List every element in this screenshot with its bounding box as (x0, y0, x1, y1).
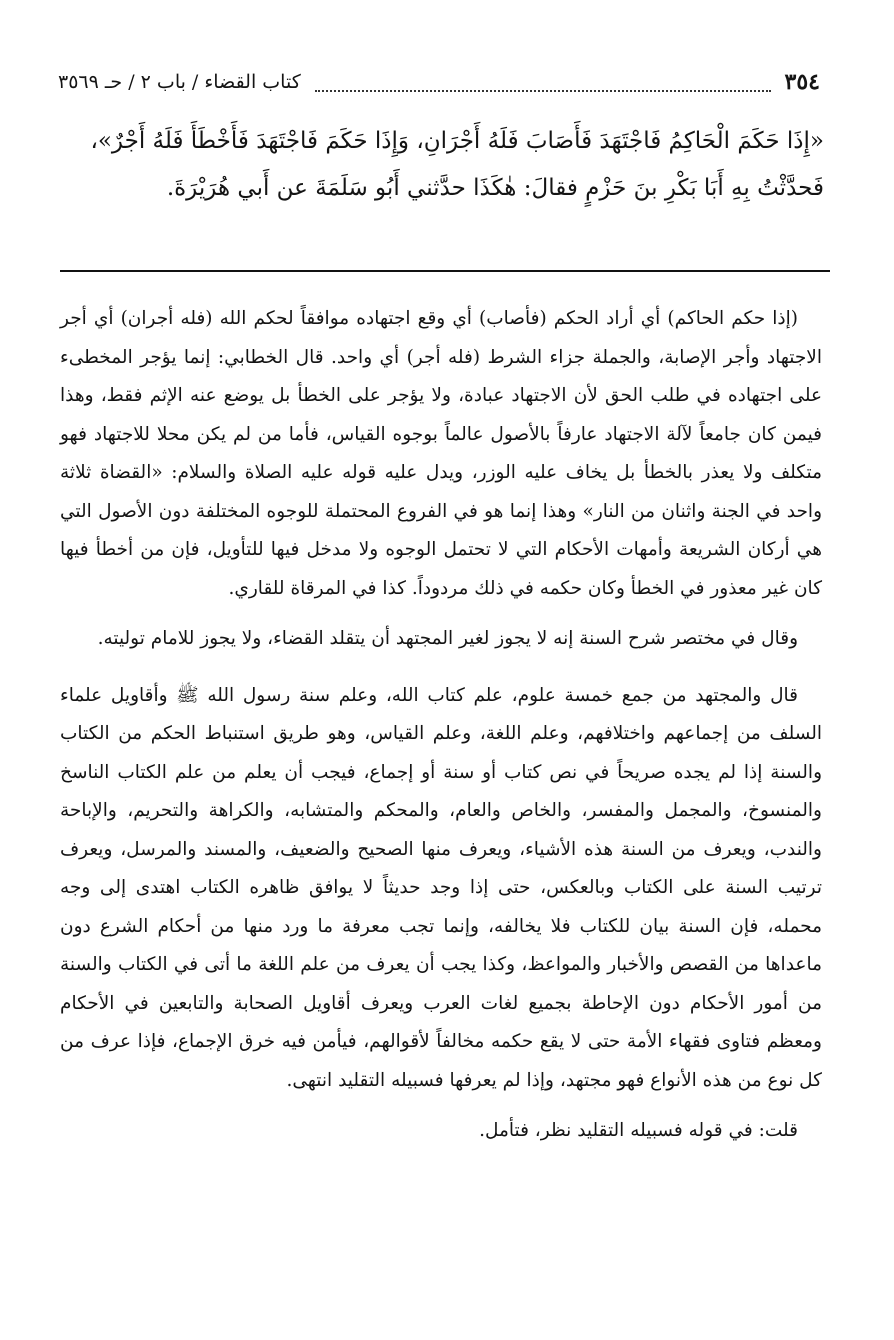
commentary-paragraph-1: (إذا حكم الحاكم) أي أراد الحكم (فأصاب) أي وقع اجتهاده موافقاً لحكم الله (فله أجران) أي أجر الاجتهاد وأجر الإصابة، والجملة جزاء الشرط (فله أجر) أي واحد. قال الخطابي: إنما يؤجر المخطىء على اجتهاده في طلب الحق لأن الاجتهاد عبادة، ولا يؤجر على الخطأ بل يوضع عنه الإثم فقط، وهذا فيمن كان جامعاً لآلة الاجتهاد عارفاً بالأصول عالماً بوجوه القياس، فأما من لم يكن محلا للاجتهاد فهو متكلف ولا يعذر بالخطأ بل يخاف عليه الوزر، ويدل عليه قوله عليه الصلاة والسلام: «القضاة ثلاثة واحد في الجنة واثنان من النار» وهذا إنما هو في الفروع المحتملة للوجوه المختلفة دون الأصول التي هي أركان الشريعة وأمهات الأحكام التي لا تحتمل الوجوه ولا مدخل فيها للتأويل، فإن من أخطأ فيها كان غير معذور في الخطأ وكان حكمه في ذلك مردوداً. كذا في المرقاة للقاري. (60, 308, 822, 599)
hadith-text (60, 118, 824, 212)
page-number: ٣٥٤ (784, 69, 820, 95)
separator-rule (60, 270, 830, 272)
hadith-line-1: «إِذَا حَكَمَ الْحَاكِمُ فَاجْتَهَدَ فَأَصَابَ فَلَهُ أَجْرَانِ، وَإِذَا حَكَمَ فَاجْتَهَدَ فَأَخْطَأَ فَلَهُ أَجْرٌ»، (90, 128, 824, 154)
page-header (58, 60, 820, 104)
hadith-line-2: فَحدَّثْتُ بِهِ أَبَا بَكْرِ بنَ حَزْمٍ فقالَ: هٰكَذَا حدَّثني أَبُو سَلَمَةَ عن أَبي هُرَيْرَةَ. (166, 175, 824, 201)
commentary-paragraph-2: وقال في مختصر شرح السنة إنه لا يجوز لغير المجتهد أن يتقلد القضاء، ولا يجوز للامام توليته. (97, 628, 798, 649)
commentary-paragraph-3: قال والمجتهد من جمع خمسة علوم، علم كتاب الله، وعلم سنة رسول الله ﷺ وأقاويل علماء السلف من إجماعهم واختلافهم، وعلم اللغة، وعلم القياس، وهو طريق استنباط الحكم من الكتاب والسنة إذا لم يجده صريحاً في نص كتاب أو سنة أو إجماع، فيجب أن يعلم من علم الكتاب الناسخ والمنسوخ، والمجمل والمفسر، والخاص والعام، والمحكم والمتشابه، والكراهة والتحريم، والإباحة والندب، ويعرف من السنة هذه الأشياء، ويعرف منها الصحيح والضعيف، والمسند والمرسل، ويعرف ترتيب السنة على الكتاب وبالعكس، حتى إذا وجد حديثاً لا يوافق ظاهره الكتاب اهتدى إلى وجه محمله، فإن السنة بيان للكتاب فلا يخالفه، وإنما تجب معرفة ما ورد منها من أحكام الشرع دون ماعداها من القصص والأخبار والمواعظ، وكذا يجب أن يعرف من علم اللغة ما أتى في الكتاب والسنة من أمور الأحكام دون الإحاطة بجميع لغات العرب ويعرف أقاويل الصحابة والتابعين في الأحكام ومعظم فتاوى فقهاء الأمة حتى لا يقع حكمه مخالفاً لأقوالهم، فيأمن فيه خرق الإجماع، فإذا عرف من كل نوع من هذه الأنواع فهو مجتهد، وإذا لم يعرفها فسبيله التقليد انتهى. (60, 684, 822, 1091)
commentary (60, 300, 822, 1151)
dot-leader (315, 76, 771, 92)
running-head: كتاب القضاء / باب ٢ / حـ ٣٥٦٩ (58, 71, 301, 93)
commentary-paragraph-4: قلت: في قوله فسبيله التقليد نظر، فتأمل. (479, 1120, 798, 1141)
